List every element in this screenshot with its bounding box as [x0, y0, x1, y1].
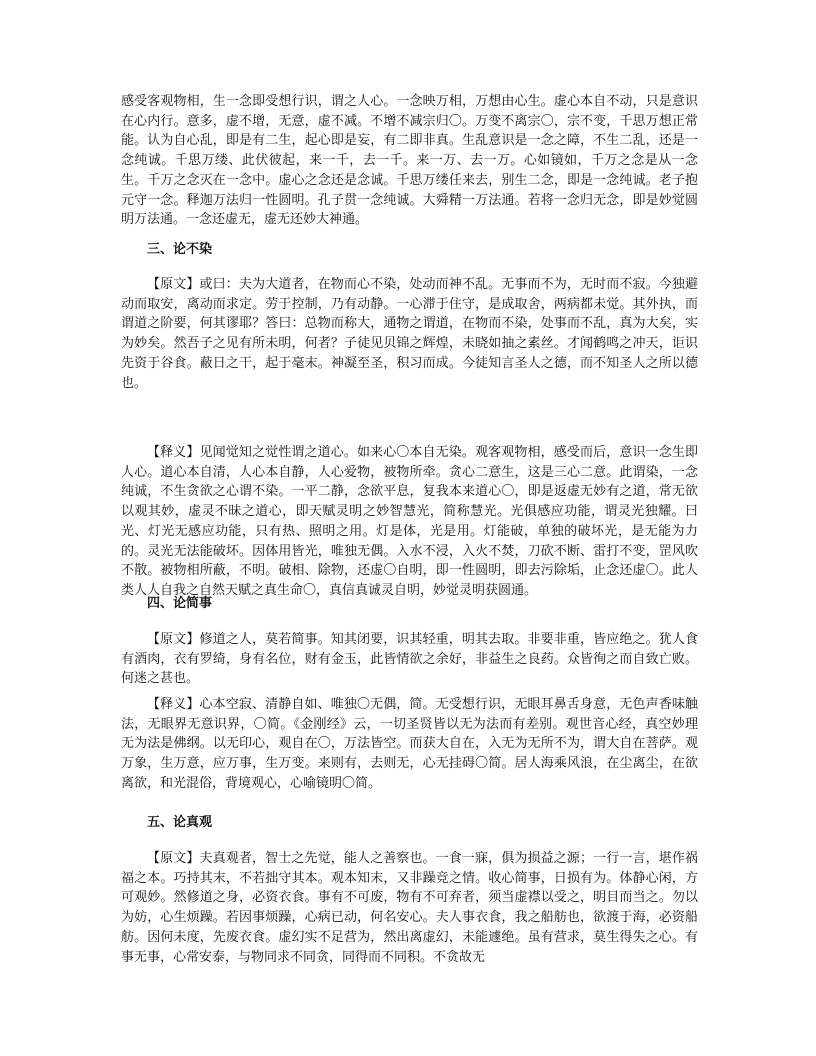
paragraph-3-original: 【原文】或曰：夫为大道者，在物而心不染，处动而神不乱。无事而不为，无时而不寂。今独避动而取安，离动而求定。劳于控制，乃有动静。一心滞于住守，是成取舍，两病都未觉。其外执，而谓道之阶要，何其谬耶？答曰：总物而称大，通物之谓道，在物而不染，处事而不乱，真为大矣，实为妙矣。然吾子之见有所未明，何者？子徒见贝锦之辉煌，未晓如抽之素丝。才闻鹤鸣之冲天，讵识先资于谷食。蔽日之干，起于毫末。神凝至圣，积习而成。今徒知言圣人之德，而不知圣人之所以德也。 [121, 277, 698, 391]
section-heading-4: 四、论简事 [147, 596, 213, 611]
paragraph-4-explanation: 【释义】心本空寂、清静自如、唯独〇无偶，简。无受想行识，无眼耳鼻舌身意，无色声香味触法，无眼界无意识界，〇简。《金刚经》云，一切圣贤皆以无为法而有差别。观世音心经，真空妙理无为法是佛纲。以无印心，观自在〇，万法皆空。而获大自在，入无为无所不为，谓大自在菩萨。观万象，生万意，应万事，生万变。来则有，去则无，心无挂碍〇简。居人海乘风浪，在尘离尘，在欲离欲，和光混俗，背境观心，心喻镜明〇简。 [121, 697, 698, 791]
paragraph-5-original: 【原文】夫真观者，智士之先觉，能人之善察也。一食一寐，俱为损益之源；一行一言，堪作祸福之本。巧持其末，不若拙守其本。观本知末，又非躁竞之情。收心简事，日损有为。体静心闲，方可观妙。然修道之身，必资衣食。事有不可废，物有不可弃者，须当虚襟以受之，明目而当之。勿以为妨，心生烦躁。若因事烦躁，心病已动，何名安心。夫人事衣食，我之船舫也，欲渡于海，必资船舫。因何未度，先废衣食。虚幻实不足营为，然出离虚幻，未能遽绝。虽有营求，莫生得失之心。有事无事，心常安泰，与物同求不同贪，同得而不同积。不贪故无 [121, 851, 698, 965]
paragraph-4-original: 【原文】修道之人，莫若简事。知其闭要，识其轻重，明其去取。非要非重，皆应绝之。犹人食有酒肉，衣有罗绮，身有名位，财有金玉，此皆情欲之余好，非益生之良药。众皆徇之而自致亡败。何迷之甚也。 [121, 632, 698, 687]
paragraph-3-explanation: 【释义】见闻觉知之觉性谓之道心。如来心〇本自无染。观客观物相，感受而后，意识一念生即人心。道心本自清，人心本自静，人心爱物，被物所牵。贪心二意生，这是三心二意。此谓染，一念纯诚，不生贪欲之心谓不染。一平二静，念欲平息，复我本来道心〇，即是返虚无妙有之道，常无欲以观其妙，虚灵不昧之道心，即天赋灵明之妙智慧光，简称慧光。光俱感应功能，谓灵光独耀。曰光、灯光无感应功能，只有热、照明之用。灯是体，光是用。灯能破，单独的破坏光，是无能为力的。灵光无法能破坏。因体用皆光，唯独无偶。入水不浸，入火不焚，刀砍不断、雷打不变，罡风吹不散。被物相所蔽，不明。破相、除物，还虚〇自明，即一性圆明，即去污除垢，止念还虚〇。此人类人人自我之自然天赋之真生命〇，真信真诚灵自明，妙觉灵明获圆通。 [121, 445, 698, 598]
section-heading-3: 三、论不染 [147, 242, 213, 257]
section-heading-5: 五、论真观 [147, 815, 213, 830]
paragraph-one-mind: 感受客观物相，生一念即受想行识，谓之人心。一念映万相，万想由心生。虚心本自不动，只是意识在心内行。意多，虚不增，无意，虚不减。不增不减宗归〇。万变不离宗〇，宗不变，千思万想正常能。认为自心乱，即是有二生，起心即是妄，有二即非真。生乱意识是一念之障，不生二乱，还是一念纯诚。千思万缕、此伏彼起，来一千，去一千。来一万、去一万。心如镜如，千万之念是从一念生。千万之念灭在一念中。虚心之念还是念诚。千思万缕任来去，别生二念，即是一念纯诚。老子抱元守一念。释迦万法归一性圆明。孔子贯一念纯诚。大舜精一万法通。若将一念归无念，即是妙觉圆明万法通。一念还虚无，虚无还妙大神通。 [121, 94, 698, 228]
